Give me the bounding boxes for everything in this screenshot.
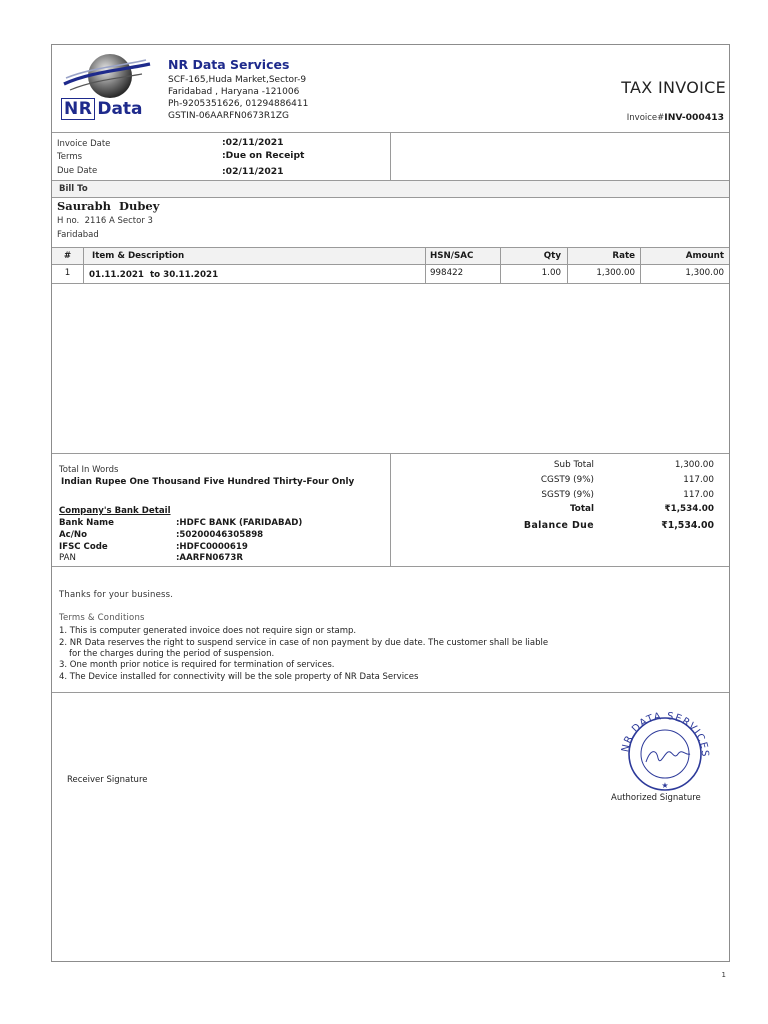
customer-address-line-1: H no. 2116 A Sector 3 xyxy=(57,216,153,226)
row-amount: 1,300.00 xyxy=(685,268,724,278)
page-number: 1 xyxy=(721,971,726,979)
customer-name: Saurabh Dubey xyxy=(57,199,160,213)
bill-to-label: Bill To xyxy=(59,184,88,194)
authorized-signature-label: Authorized Signature xyxy=(611,793,701,803)
company-phone: Ph-9205351626, 01294886411 xyxy=(168,99,309,109)
terms-label: Terms xyxy=(57,152,83,162)
terms-line-2: 2. NR Data reserves the right to suspend service in case of non payment by due date. The customer shall be liable xyxy=(59,638,549,648)
divider xyxy=(52,692,729,693)
terms-value: :Due on Receipt xyxy=(222,150,305,161)
terms-heading: Terms & Conditions xyxy=(59,613,145,623)
logo-box-letters: NR xyxy=(61,98,95,120)
subtotal-value: 1,300.00 xyxy=(674,460,714,470)
divider xyxy=(425,247,426,283)
column-header-rate: Rate xyxy=(612,251,635,261)
account-number-value: :50200046305898 xyxy=(176,530,264,540)
row-hsn: 998422 xyxy=(430,268,464,278)
bill-to-band xyxy=(52,181,729,197)
due-date-label: Due Date xyxy=(57,166,98,176)
row-rate: 1,300.00 xyxy=(596,268,635,278)
divider xyxy=(52,566,729,567)
cgst-label: CGST9 (9%) xyxy=(540,475,594,485)
column-header-hsn: HSN/SAC xyxy=(430,251,474,261)
column-header-qty: Qty xyxy=(543,251,561,261)
row-qty: 1.00 xyxy=(541,268,561,278)
divider xyxy=(52,283,729,284)
logo-word: Data xyxy=(97,99,143,119)
terms-line-1: 1. This is computer generated invoice does not require sign or stamp. xyxy=(59,626,357,636)
account-number-label: Ac/No xyxy=(59,530,87,540)
receiver-signature-label: Receiver Signature xyxy=(67,775,148,785)
column-header-amount: Amount xyxy=(685,251,724,261)
total-label: Total xyxy=(569,504,594,514)
divider xyxy=(52,264,729,265)
ifsc-code-value: :HDFC0000619 xyxy=(176,542,248,552)
total-in-words-value: Indian Rupee One Thousand Five Hundred Thirty-Four Only xyxy=(61,477,355,487)
balance-due-label: Balance Due xyxy=(523,520,594,531)
terms-line-3: 3. One month prior notice is required for termination of services. xyxy=(59,660,335,670)
pan-value: :AARFN0673R xyxy=(176,553,243,563)
divider xyxy=(390,453,391,566)
divider xyxy=(52,197,729,198)
company-stamp xyxy=(616,710,718,792)
bank-name-label: Bank Name xyxy=(59,518,114,528)
column-header-item: Item & Description xyxy=(92,251,185,261)
company-address-line-2: Faridabad , Haryana -121006 xyxy=(168,87,300,97)
ifsc-code-label: IFSC Code xyxy=(59,542,108,552)
sgst-label: SGST9 (9%) xyxy=(541,490,594,500)
pan-label: PAN xyxy=(59,553,76,563)
company-address-line-1: SCF-165,Huda Market,Sector-9 xyxy=(168,75,307,85)
total-in-words-label: Total In Words xyxy=(59,465,119,475)
row-number: 1 xyxy=(64,268,71,278)
invoice-date-value: :02/11/2021 xyxy=(222,137,284,148)
invoice-title: TAX INVOICE xyxy=(621,78,726,97)
divider xyxy=(83,247,84,283)
invoice-number-value: INV-000413 xyxy=(664,112,724,123)
company-gstin: GSTIN-06AARFN0673R1ZG xyxy=(168,111,290,121)
company-name: NR Data Services xyxy=(168,57,290,72)
terms-line-2-cont: for the charges during the period of suspension. xyxy=(69,649,275,659)
divider xyxy=(390,132,391,180)
stamp-seal-icon xyxy=(616,710,718,792)
thanks-note: Thanks for your business. xyxy=(59,590,174,600)
column-header-number: # xyxy=(63,251,72,261)
customer-address-line-2: Faridabad xyxy=(57,230,99,240)
due-date-value: :02/11/2021 xyxy=(222,166,284,177)
subtotal-label: Sub Total xyxy=(553,460,594,470)
invoice-number-label: Invoice# xyxy=(626,113,665,123)
total-value: ₹1,534.00 xyxy=(664,504,714,514)
bank-name-value: :HDFC BANK (FARIDABAD) xyxy=(176,518,303,528)
svg-text:★: ★ xyxy=(661,781,669,790)
svg-text:NR DATA SERVICES: NR DATA SERVICES xyxy=(620,710,711,759)
balance-due-value: ₹1,534.00 xyxy=(661,520,714,531)
sgst-value: 117.00 xyxy=(683,490,714,500)
row-item-description: 01.11.2021 to 30.11.2021 xyxy=(89,270,219,280)
cgst-value: 117.00 xyxy=(683,475,714,485)
bank-detail-heading: Company's Bank Detail xyxy=(59,506,171,516)
invoice-date-label: Invoice Date xyxy=(57,139,111,149)
logo-wordmark xyxy=(61,100,143,120)
terms-line-4: 4. The Device installed for connectivity will be the sole property of NR Data Services xyxy=(59,672,419,682)
invoice-number xyxy=(560,105,724,124)
